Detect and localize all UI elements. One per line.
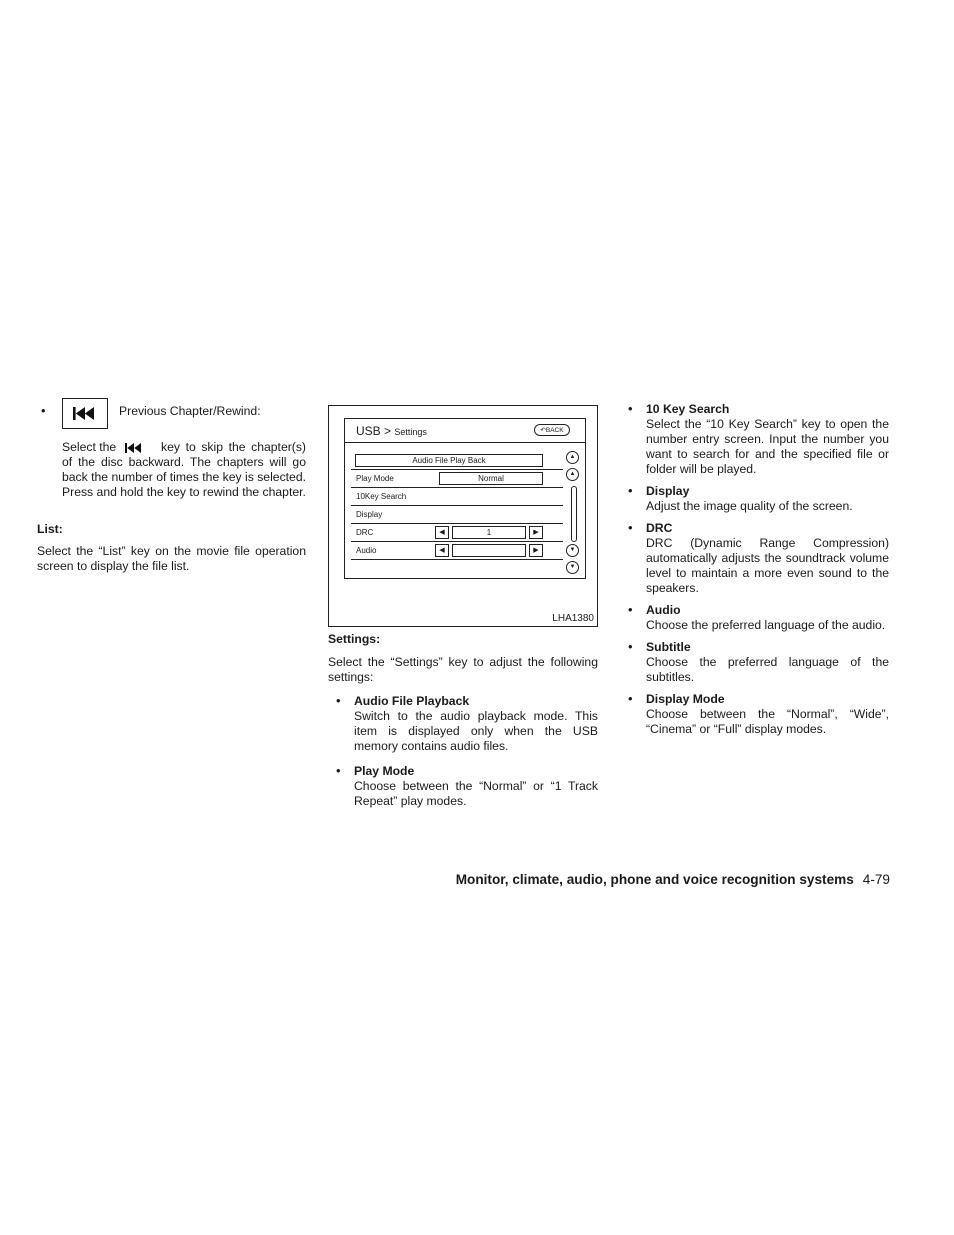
page-footer [350, 872, 890, 888]
drc-title: DRC [646, 521, 673, 535]
bullet: • [336, 693, 341, 708]
play-mode-label: Play Mode [356, 474, 394, 483]
prev-chapter-label: Previous Chapter/Rewind: [119, 404, 261, 418]
back-label: BACK [545, 427, 564, 434]
display-text: Adjust the image quality of the screen. [646, 499, 853, 513]
footer-title: Monitor, climate, audio, phone and voice recognition systems [455, 872, 854, 887]
scroll-down-icon[interactable]: ▼ [566, 544, 579, 557]
display-mode-text: Choose between the “Normal”, “Wide”, “Cinema” or “Full” display modes. [646, 707, 889, 736]
scroll-top-icon[interactable]: ▲ [566, 451, 579, 464]
menu-row-audio-file-playback[interactable] [351, 452, 563, 470]
audio-label: Audio [356, 546, 377, 555]
screen-subtitle: Settings [394, 427, 427, 437]
page-number: 4-79 [862, 872, 890, 887]
settings-menu [351, 452, 563, 567]
scrollbar[interactable] [571, 486, 577, 542]
bullet: • [628, 639, 633, 654]
scroll-up-icon[interactable]: ▲ [566, 468, 579, 481]
subtitle-title: Subtitle [646, 640, 691, 654]
select-paragraph: key to skip the chapter(s) of the disc backward. The chapters will go back the number of times the key is selected. Press and hold the key to rewind the chapter. [62, 440, 306, 499]
10-key-search-title: 10 Key Search [646, 402, 730, 416]
bullet: • [628, 602, 633, 617]
bullet: • [628, 483, 633, 498]
list-paragraph: Select the “List” key on the movie file operation screen to display the file list. [37, 544, 306, 573]
audio-decrease-button[interactable]: ◀ [435, 544, 449, 557]
menu-row-drc[interactable] [351, 524, 563, 542]
audio-value [452, 544, 526, 557]
drc-text: DRC (Dynamic Range Compression) automatically adjusts the soundtrack volume level to maintain a more even sound to the speakers. [646, 536, 889, 595]
play-mode-text: Choose between the “Normal” or “1 Track Repeat” play modes. [354, 779, 598, 808]
play-mode-value[interactable]: Normal [439, 472, 543, 485]
audio-title: Audio [646, 603, 681, 617]
screen-title-usb: USB > [356, 424, 392, 438]
display-title: Display [646, 484, 690, 498]
menu-row-play-mode[interactable] [351, 470, 563, 488]
drc-increase-button[interactable]: ▶ [529, 526, 543, 539]
display-label: Display [356, 510, 383, 519]
back-button[interactable] [534, 424, 570, 436]
bullet: • [628, 401, 633, 416]
skip-back-icon [63, 399, 107, 428]
bullet: • [628, 691, 633, 706]
back-arrow-icon: ↶ [540, 427, 546, 434]
menu-row-10key-search[interactable] [351, 488, 563, 506]
previous-chapter-key [62, 398, 108, 429]
menu-row-display[interactable] [351, 506, 563, 524]
subtitle-text: Choose the preferred language of the subtitles. [646, 655, 889, 684]
drc-decrease-button[interactable]: ◀ [435, 526, 449, 539]
settings-paragraph: Select the “Settings” key to adjust the following settings: [328, 655, 598, 684]
play-mode-title: Play Mode [354, 764, 415, 778]
drc-label: DRC [356, 528, 374, 537]
figure-code: LHA1380 [552, 613, 594, 624]
10key-search-label: 10Key Search [356, 492, 407, 501]
bullet: • [41, 403, 46, 418]
select-pre-text: Select the [62, 440, 117, 454]
audio-text: Choose the preferred language of the audio. [646, 618, 886, 632]
screen-title [356, 424, 427, 438]
settings-heading: Settings: [328, 632, 381, 646]
bullet: • [628, 520, 633, 535]
screen-divider [345, 442, 585, 443]
audio-file-playback-button[interactable]: Audio File Play Back [355, 454, 543, 467]
scroll-bottom-icon[interactable]: ▼ [566, 561, 579, 574]
menu-row-audio[interactable] [351, 542, 563, 560]
settings-screen [344, 418, 586, 579]
list-heading: List: [37, 522, 63, 536]
10-key-search-text: Select the “10 Key Search” key to open the number entry screen. Input the number you want to search for and the specified file or folder will be played. [646, 417, 889, 476]
bullet: • [336, 763, 341, 778]
audio-file-playback-title: Audio File Playback [354, 694, 470, 708]
audio-file-playback-text: Switch to the audio playback mode. This item is displayed only when the USB memory contains audio files. [354, 709, 598, 753]
settings-screen-figure [328, 405, 598, 627]
audio-increase-button[interactable]: ▶ [529, 544, 543, 557]
drc-value: 1 [452, 526, 526, 539]
display-mode-title: Display Mode [646, 692, 725, 706]
